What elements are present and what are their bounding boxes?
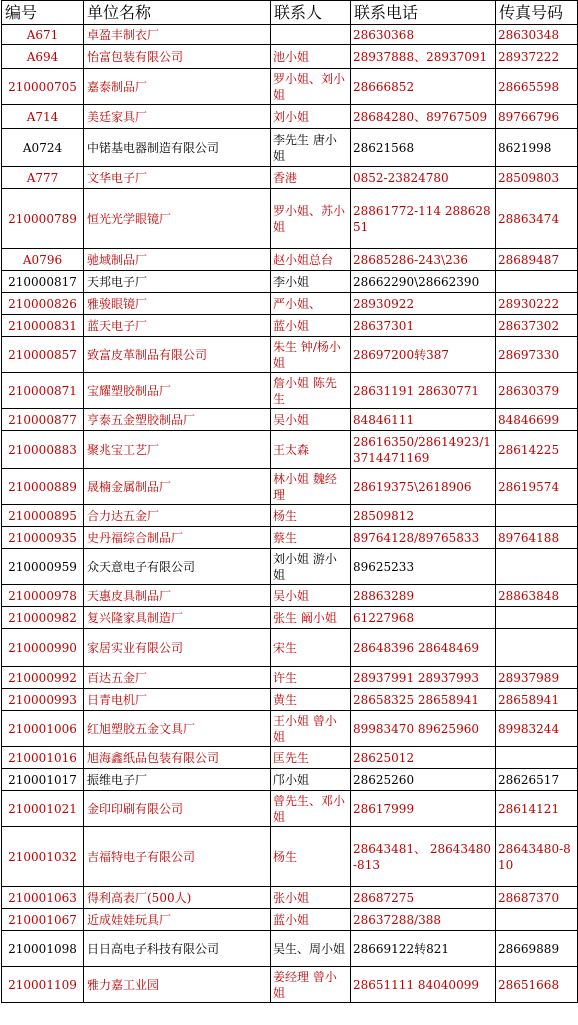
cell-id: A671 bbox=[2, 25, 84, 45]
cell-phone: 0852-23824780 bbox=[351, 167, 496, 189]
cell-phone: 28621568 bbox=[351, 129, 496, 167]
cell-phone: 28637288/388 bbox=[351, 909, 496, 931]
cell-contact: 刘小姐 游小姐 bbox=[271, 549, 351, 585]
cell-contact: 黄生 bbox=[271, 689, 351, 711]
cell-company: 宝耀塑胶制品厂 bbox=[84, 373, 271, 409]
cell-fax: 28651668 bbox=[496, 967, 578, 1003]
cell-phone: 61227968 bbox=[351, 607, 496, 629]
table-row bbox=[2, 271, 578, 293]
cell-phone: 28697200转387 bbox=[351, 337, 496, 373]
cell-contact: 杨生 bbox=[271, 505, 351, 527]
table-row bbox=[2, 769, 578, 791]
cell-company: 亨泰五金塑胶制品厂 bbox=[84, 409, 271, 431]
table-row bbox=[2, 45, 578, 69]
cell-id: 210001021 bbox=[2, 791, 84, 827]
header-fax: 传真号码 bbox=[496, 1, 578, 25]
cell-fax: 28937989 bbox=[496, 667, 578, 689]
cell-id: 210000992 bbox=[2, 667, 84, 689]
cell-company: 振维电子厂 bbox=[84, 769, 271, 791]
cell-fax bbox=[496, 747, 578, 769]
cell-contact: 赵小姐总台 bbox=[271, 249, 351, 271]
cell-company: 文华电子厂 bbox=[84, 167, 271, 189]
cell-contact: 王太森 bbox=[271, 431, 351, 469]
cell-company: 天惠皮具制品厂 bbox=[84, 585, 271, 607]
cell-phone: 28658325 28658941 bbox=[351, 689, 496, 711]
cell-id: 210001098 bbox=[2, 931, 84, 967]
cell-phone: 89983470 89625960 bbox=[351, 711, 496, 747]
table-row bbox=[2, 409, 578, 431]
cell-company: 美廷家具厂 bbox=[84, 105, 271, 129]
cell-contact: 严小姐、 bbox=[271, 293, 351, 315]
table-row bbox=[2, 827, 578, 887]
cell-contact: 池小姐 bbox=[271, 45, 351, 69]
header-row bbox=[2, 1, 578, 25]
table-row bbox=[2, 747, 578, 769]
cell-id: 210000895 bbox=[2, 505, 84, 527]
table-row bbox=[2, 689, 578, 711]
cell-contact: 吴小姐 bbox=[271, 585, 351, 607]
cell-phone: 28937991 28937993 bbox=[351, 667, 496, 689]
cell-fax: 28863848 bbox=[496, 585, 578, 607]
cell-fax: 28689487 bbox=[496, 249, 578, 271]
header-company: 单位名称 bbox=[84, 1, 271, 25]
cell-contact: 吴小姐 bbox=[271, 409, 351, 431]
cell-contact: 杨生 bbox=[271, 827, 351, 887]
cell-company: 恒光光学眼镜厂 bbox=[84, 189, 271, 249]
table-row bbox=[2, 69, 578, 105]
cell-company: 日日高电子科技有限公司 bbox=[84, 931, 271, 967]
cell-phone: 28619375\2618906 bbox=[351, 469, 496, 505]
cell-contact: 蓝小姐 bbox=[271, 315, 351, 337]
cell-phone: 28509812 bbox=[351, 505, 496, 527]
cell-company: 雅力嘉工业园 bbox=[84, 967, 271, 1003]
cell-contact: 王小姐 曾小姐 bbox=[271, 711, 351, 747]
cell-fax: 89766796 bbox=[496, 105, 578, 129]
cell-company: 史丹福综合制品厂 bbox=[84, 527, 271, 549]
table-row bbox=[2, 887, 578, 909]
cell-company: 红旭塑胶五金文具厂 bbox=[84, 711, 271, 747]
cell-contact: 张生 阚小姐 bbox=[271, 607, 351, 629]
cell-id: 210000889 bbox=[2, 469, 84, 505]
cell-phone: 28930922 bbox=[351, 293, 496, 315]
cell-contact: 蔡生 bbox=[271, 527, 351, 549]
cell-id: 210000826 bbox=[2, 293, 84, 315]
cell-fax: 28614225 bbox=[496, 431, 578, 469]
cell-fax: 8621998 bbox=[496, 129, 578, 167]
cell-id: 210001016 bbox=[2, 747, 84, 769]
cell-phone: 28669122转821 bbox=[351, 931, 496, 967]
cell-fax: 28665598 bbox=[496, 69, 578, 105]
cell-fax bbox=[496, 629, 578, 667]
cell-phone: 28617999 bbox=[351, 791, 496, 827]
table-row bbox=[2, 505, 578, 527]
cell-fax: 28658941 bbox=[496, 689, 578, 711]
cell-fax: 28614121 bbox=[496, 791, 578, 827]
cell-fax bbox=[496, 271, 578, 293]
cell-contact: 宋生 bbox=[271, 629, 351, 667]
header-id: 编号 bbox=[2, 1, 84, 25]
table-body bbox=[2, 25, 578, 1003]
cell-company: 卓盈丰制衣厂 bbox=[84, 25, 271, 45]
cell-fax: 28619574 bbox=[496, 469, 578, 505]
cell-id: 210001067 bbox=[2, 909, 84, 931]
cell-company: 聚兆宝工艺厂 bbox=[84, 431, 271, 469]
table-row bbox=[2, 909, 578, 931]
cell-company: 旭海鑫纸品包装有限公司 bbox=[84, 747, 271, 769]
cell-id: 210001032 bbox=[2, 827, 84, 887]
cell-contact: 姜经理 曾小姐 bbox=[271, 967, 351, 1003]
table-row bbox=[2, 105, 578, 129]
cell-fax: 28630348 bbox=[496, 25, 578, 45]
cell-id: A714 bbox=[2, 105, 84, 129]
cell-fax: 84846699 bbox=[496, 409, 578, 431]
cell-phone: 28937888、28937091 bbox=[351, 45, 496, 69]
table-row bbox=[2, 667, 578, 689]
cell-phone: 28643481、 28643480-813 bbox=[351, 827, 496, 887]
cell-fax: 28697330 bbox=[496, 337, 578, 373]
cell-fax bbox=[496, 607, 578, 629]
cell-id: 210000705 bbox=[2, 69, 84, 105]
cell-id: A0724 bbox=[2, 129, 84, 167]
cell-id: 210000871 bbox=[2, 373, 84, 409]
cell-id: 210000831 bbox=[2, 315, 84, 337]
cell-phone: 28861772-114 28862851 bbox=[351, 189, 496, 249]
cell-phone: 28685286-243\236 bbox=[351, 249, 496, 271]
cell-id: 210000990 bbox=[2, 629, 84, 667]
cell-id: 210001063 bbox=[2, 887, 84, 909]
cell-fax: 28637302 bbox=[496, 315, 578, 337]
header-contact: 联系人 bbox=[271, 1, 351, 25]
table-row bbox=[2, 167, 578, 189]
cell-fax bbox=[496, 549, 578, 585]
table-row bbox=[2, 431, 578, 469]
cell-fax: 28509803 bbox=[496, 167, 578, 189]
cell-id: 210001006 bbox=[2, 711, 84, 747]
table-row bbox=[2, 711, 578, 747]
cell-id: A694 bbox=[2, 45, 84, 69]
cell-id: 210000817 bbox=[2, 271, 84, 293]
table-row bbox=[2, 585, 578, 607]
cell-id: A777 bbox=[2, 167, 84, 189]
cell-company: 复兴隆家具制造厂 bbox=[84, 607, 271, 629]
cell-company: 晟楠金属制品厂 bbox=[84, 469, 271, 505]
table-row bbox=[2, 629, 578, 667]
cell-contact: 罗小姐、苏小姐 bbox=[271, 189, 351, 249]
cell-contact: 詹小姐 陈先生 bbox=[271, 373, 351, 409]
cell-fax: 28643480-810 bbox=[496, 827, 578, 887]
cell-phone: 28863289 bbox=[351, 585, 496, 607]
cell-phone: 28666852 bbox=[351, 69, 496, 105]
cell-id: 210000978 bbox=[2, 585, 84, 607]
cell-contact bbox=[271, 25, 351, 45]
cell-contact: 蓝小姐 bbox=[271, 909, 351, 931]
cell-company: 日青电机厂 bbox=[84, 689, 271, 711]
table-row bbox=[2, 527, 578, 549]
cell-id: 210000935 bbox=[2, 527, 84, 549]
cell-phone: 28651111 84040099 bbox=[351, 967, 496, 1003]
cell-phone: 28616350/28614923/13714471169 bbox=[351, 431, 496, 469]
cell-contact: 朱生 钟/杨小姐 bbox=[271, 337, 351, 373]
table-row bbox=[2, 129, 578, 167]
cell-id: A0796 bbox=[2, 249, 84, 271]
cell-company: 致富皮革制品有限公司 bbox=[84, 337, 271, 373]
cell-phone: 28662290\28662390 bbox=[351, 271, 496, 293]
table-row bbox=[2, 189, 578, 249]
table-row bbox=[2, 549, 578, 585]
cell-contact: 李先生 唐小姐 bbox=[271, 129, 351, 167]
table-row bbox=[2, 469, 578, 505]
cell-fax: 28630379 bbox=[496, 373, 578, 409]
cell-id: 210001017 bbox=[2, 769, 84, 791]
table-row bbox=[2, 967, 578, 1003]
cell-company: 吉福特电子有限公司 bbox=[84, 827, 271, 887]
cell-contact: 曾先生、邓小姐 bbox=[271, 791, 351, 827]
cell-fax: 28863474 bbox=[496, 189, 578, 249]
cell-fax: 89764188 bbox=[496, 527, 578, 549]
cell-contact: 刘小姐 bbox=[271, 105, 351, 129]
cell-company: 天邦电子厂 bbox=[84, 271, 271, 293]
cell-fax: 28669889 bbox=[496, 931, 578, 967]
header-phone: 联系电话 bbox=[351, 1, 496, 25]
table-row bbox=[2, 607, 578, 629]
cell-id: 210000789 bbox=[2, 189, 84, 249]
cell-contact: 张小姐 bbox=[271, 887, 351, 909]
cell-id: 210000959 bbox=[2, 549, 84, 585]
table-row bbox=[2, 249, 578, 271]
cell-contact: 邝小姐 bbox=[271, 769, 351, 791]
cell-id: 210000993 bbox=[2, 689, 84, 711]
cell-fax: 28937222 bbox=[496, 45, 578, 69]
cell-phone: 28625012 bbox=[351, 747, 496, 769]
cell-company: 中锘基电器制造有限公司 bbox=[84, 129, 271, 167]
cell-fax: 28626517 bbox=[496, 769, 578, 791]
cell-fax: 28930222 bbox=[496, 293, 578, 315]
cell-phone: 28625260 bbox=[351, 769, 496, 791]
cell-id: 210001109 bbox=[2, 967, 84, 1003]
cell-fax: 28687370 bbox=[496, 887, 578, 909]
cell-company: 金印印刷有限公司 bbox=[84, 791, 271, 827]
table-row bbox=[2, 315, 578, 337]
cell-phone: 28637301 bbox=[351, 315, 496, 337]
cell-id: 210000982 bbox=[2, 607, 84, 629]
cell-phone: 89625233 bbox=[351, 549, 496, 585]
cell-phone: 84846111 bbox=[351, 409, 496, 431]
cell-contact: 李小姐 bbox=[271, 271, 351, 293]
cell-company: 百达五金厂 bbox=[84, 667, 271, 689]
cell-contact: 罗小姐、刘小姐 bbox=[271, 69, 351, 105]
cell-phone: 28684280、89767509 bbox=[351, 105, 496, 129]
cell-contact: 香港 bbox=[271, 167, 351, 189]
cell-id: 210000883 bbox=[2, 431, 84, 469]
cell-company: 嘉泰制品厂 bbox=[84, 69, 271, 105]
cell-id: 210000877 bbox=[2, 409, 84, 431]
cell-company: 驰域制品厂 bbox=[84, 249, 271, 271]
table-row bbox=[2, 373, 578, 409]
cell-contact: 吴生、周小姐 bbox=[271, 931, 351, 967]
cell-company: 怡富包装有限公司 bbox=[84, 45, 271, 69]
cell-phone: 28648396 28648469 bbox=[351, 629, 496, 667]
cell-phone: 28630368 bbox=[351, 25, 496, 45]
cell-company: 合力达五金厂 bbox=[84, 505, 271, 527]
company-contact-table bbox=[1, 0, 578, 1003]
cell-company: 家居实业有限公司 bbox=[84, 629, 271, 667]
table-row bbox=[2, 25, 578, 45]
table-row bbox=[2, 337, 578, 373]
cell-contact: 匡先生 bbox=[271, 747, 351, 769]
cell-phone: 28687275 bbox=[351, 887, 496, 909]
cell-contact: 林小姐 魏经理 bbox=[271, 469, 351, 505]
cell-phone: 28631191 28630771 bbox=[351, 373, 496, 409]
cell-fax: 89983244 bbox=[496, 711, 578, 747]
cell-company: 雅骏眼镜厂 bbox=[84, 293, 271, 315]
cell-contact: 许生 bbox=[271, 667, 351, 689]
table-row bbox=[2, 931, 578, 967]
cell-company: 众天意电子有限公司 bbox=[84, 549, 271, 585]
cell-company: 得利高表厂(500人) bbox=[84, 887, 271, 909]
cell-fax bbox=[496, 909, 578, 931]
cell-id: 210000857 bbox=[2, 337, 84, 373]
table-row bbox=[2, 293, 578, 315]
cell-company: 蓝天电子厂 bbox=[84, 315, 271, 337]
cell-phone: 89764128/89765833 bbox=[351, 527, 496, 549]
cell-company: 近成娃娃玩具厂 bbox=[84, 909, 271, 931]
table-row bbox=[2, 791, 578, 827]
cell-fax bbox=[496, 505, 578, 527]
